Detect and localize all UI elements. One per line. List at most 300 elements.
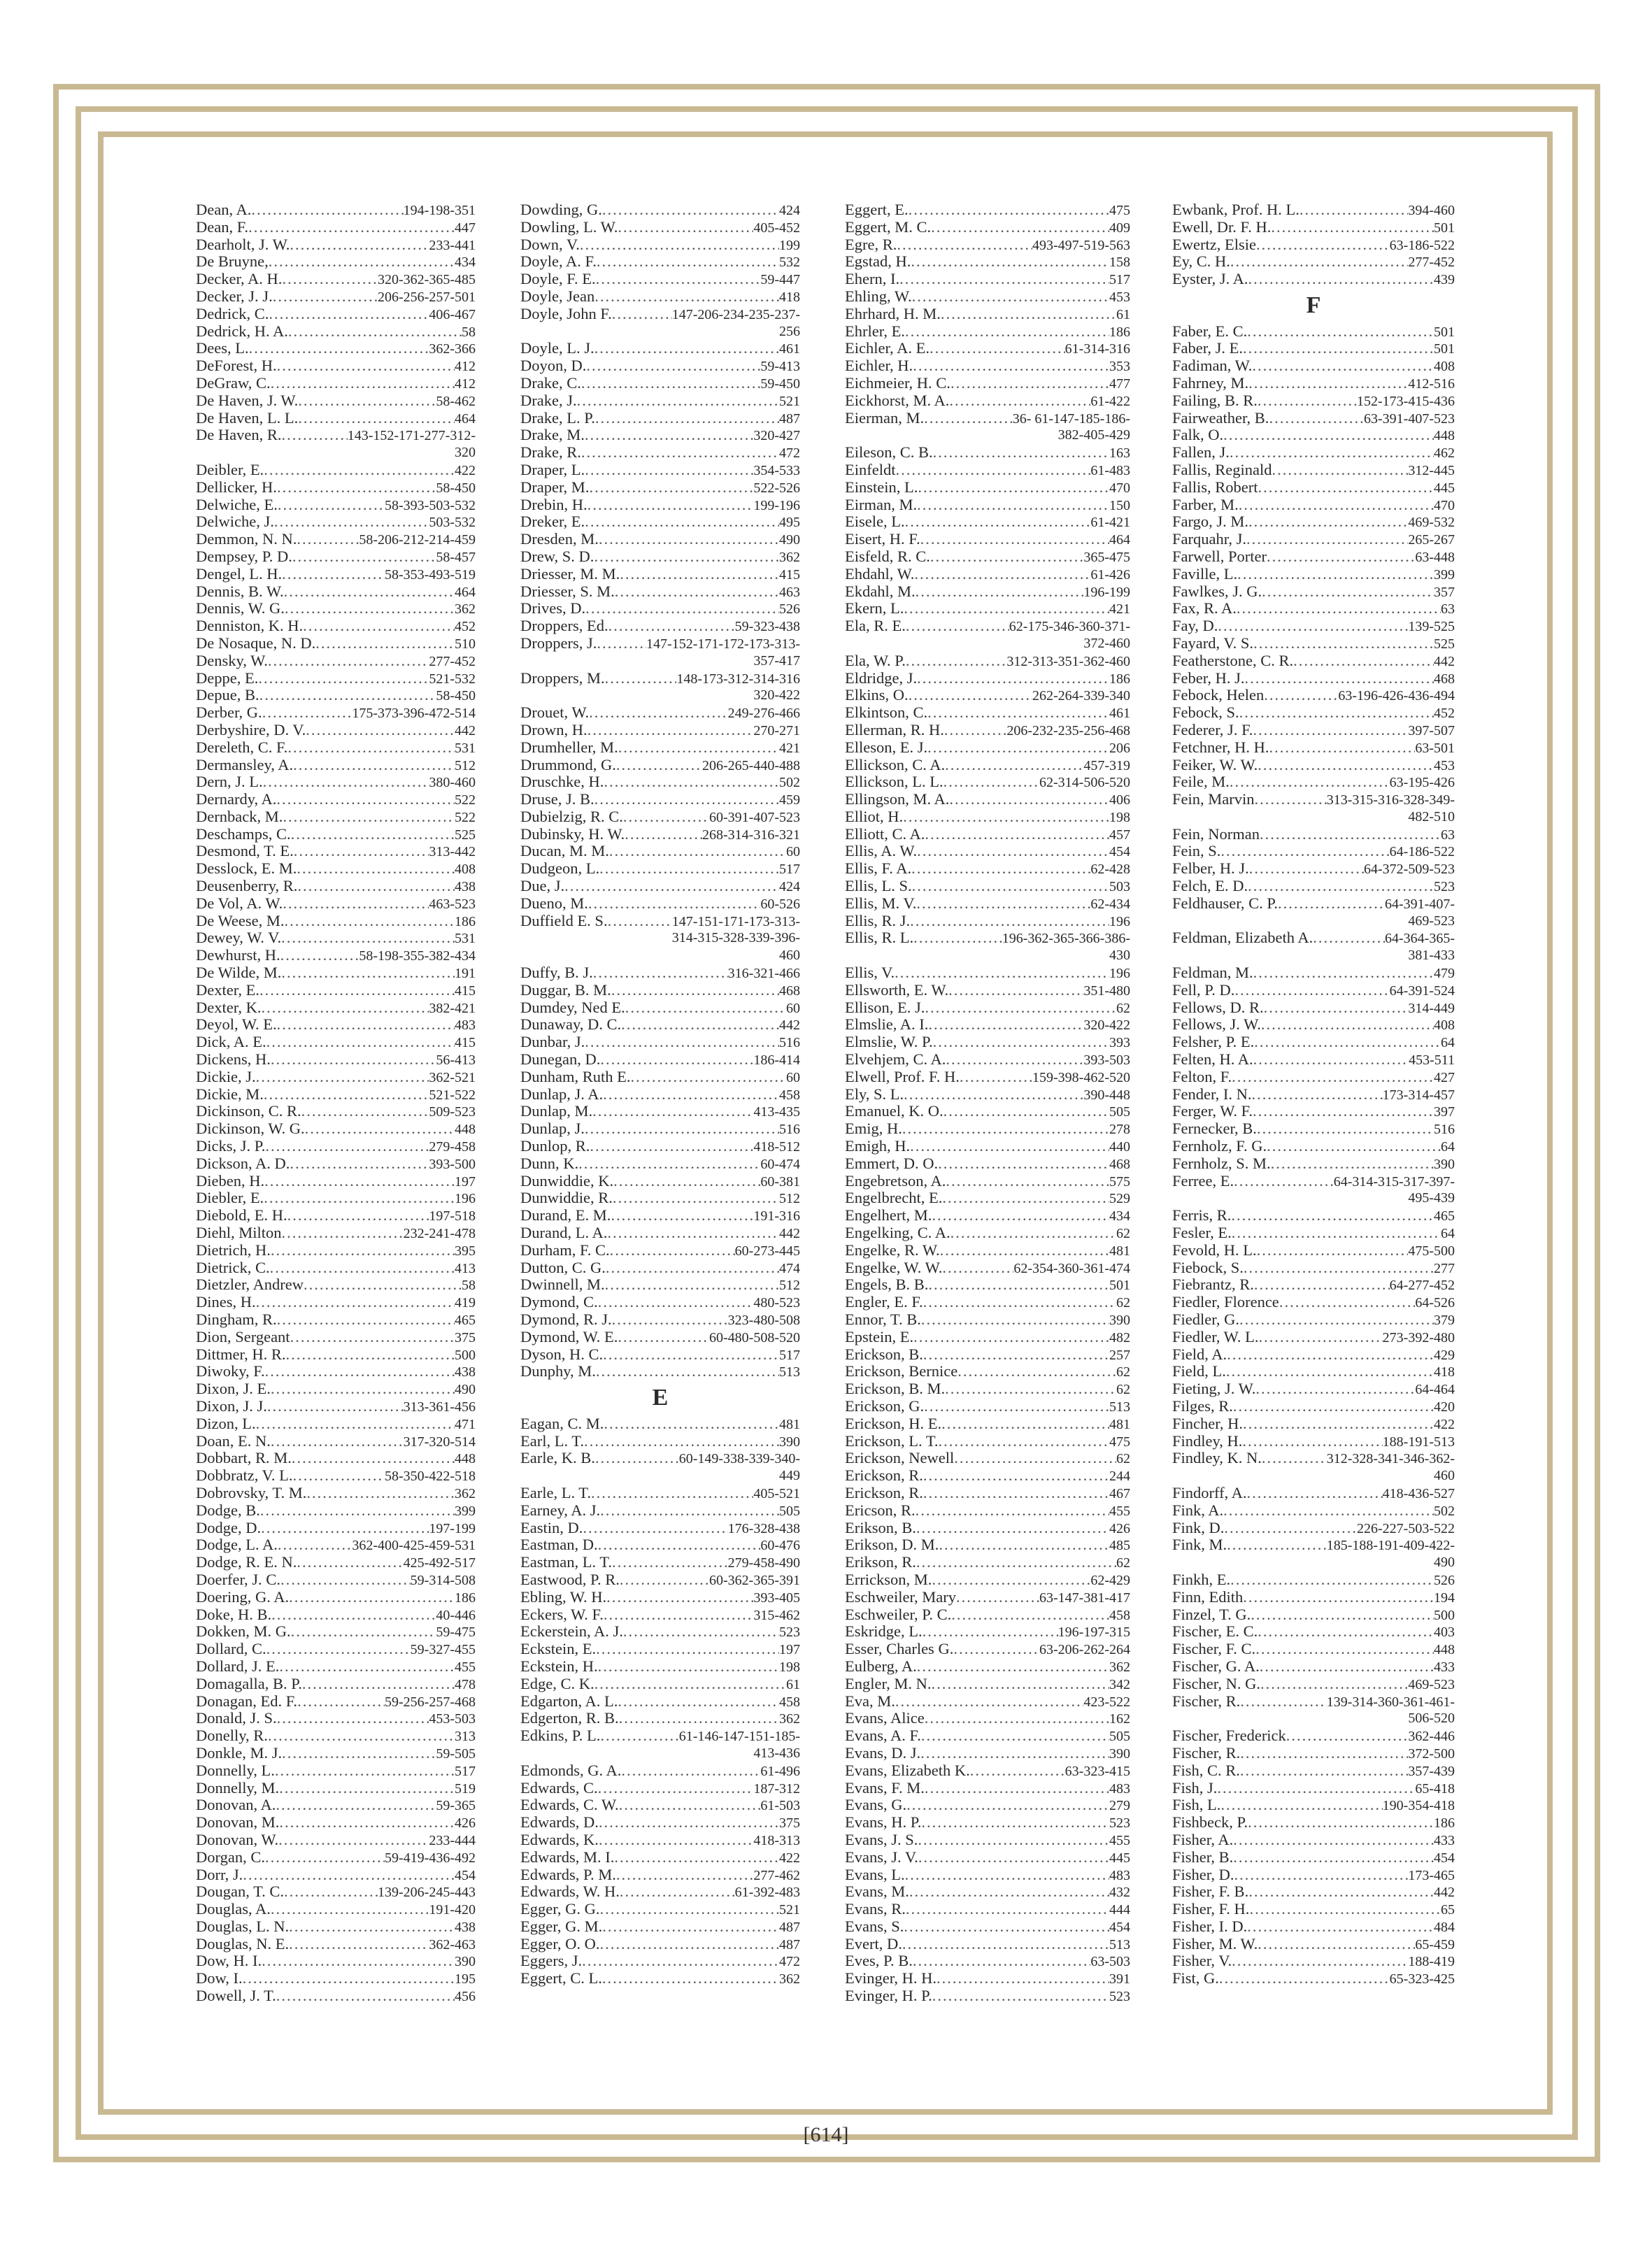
entry-pages: 422 bbox=[779, 1850, 800, 1866]
entry-name: Dodge, D. bbox=[196, 1518, 262, 1536]
entry-name: Fiebrantz, R. bbox=[1172, 1276, 1254, 1294]
entry-pages: 351-480 bbox=[1083, 983, 1130, 999]
entry-name: Ewbank, Prof. H. L. bbox=[1172, 201, 1299, 218]
entry-name: Dobrovsky, T. M. bbox=[196, 1483, 307, 1501]
entry-name: Ewell, Dr. F. H. bbox=[1172, 217, 1272, 236]
entry-name: Dollard, J. E. bbox=[196, 1657, 280, 1675]
leader-dots bbox=[290, 236, 429, 254]
leader-dots bbox=[614, 1849, 779, 1866]
leader-dots bbox=[265, 1363, 455, 1380]
leader-dots bbox=[946, 1051, 1083, 1069]
entry-name: Eva, M. bbox=[845, 1692, 895, 1710]
leader-dots bbox=[1224, 1520, 1357, 1537]
entry-pages: 186 bbox=[1109, 671, 1130, 687]
index-entry bbox=[1172, 1433, 1455, 1450]
index-entry bbox=[845, 1034, 1130, 1051]
entry-name: Donovan, A. bbox=[196, 1796, 276, 1814]
index-entry bbox=[845, 1571, 1130, 1589]
leader-dots bbox=[941, 306, 1116, 323]
leader-dots bbox=[596, 1363, 779, 1380]
entry-name: Ellis, L. S. bbox=[845, 877, 912, 895]
entry-name: Dunlap, M. bbox=[520, 1102, 593, 1120]
index-entry bbox=[196, 1936, 476, 1953]
entry-name: Earl, L. T. bbox=[520, 1432, 585, 1450]
entry-name: Drown, H. bbox=[520, 720, 588, 738]
index-entry bbox=[1172, 1901, 1455, 1918]
leader-dots bbox=[315, 635, 455, 652]
entry-pages: 62 bbox=[1116, 1382, 1130, 1398]
entry-name: Doyle, Jean bbox=[520, 287, 595, 305]
entry-pages: 312-328-341-346-362- bbox=[1326, 1451, 1455, 1467]
entry-pages: 438 bbox=[455, 879, 476, 895]
leader-dots bbox=[621, 1016, 779, 1034]
entry-name: Feldman, Elizabeth A. bbox=[1172, 929, 1313, 947]
entry-name: Deschamps, C. bbox=[196, 824, 291, 843]
entry-pages: 500 bbox=[1434, 1607, 1455, 1623]
entry-pages: 61-503 bbox=[760, 1798, 800, 1814]
index-column-1 bbox=[196, 201, 476, 2005]
entry-pages: 60 bbox=[786, 844, 800, 860]
entry-pages: 502 bbox=[779, 775, 800, 791]
entry-name: Fisher, D. bbox=[1172, 1865, 1234, 1883]
entry-pages: 150 bbox=[1109, 497, 1130, 513]
entry-pages: 277 bbox=[1434, 1260, 1455, 1276]
entry-pages: 176-328-438 bbox=[727, 1520, 800, 1536]
leader-dots bbox=[585, 600, 779, 617]
entry-pages: 412-516 bbox=[1408, 376, 1455, 392]
entry-pages: 529 bbox=[1109, 1191, 1130, 1207]
entry-name: Dixon, J. E. bbox=[196, 1380, 271, 1398]
leader-dots bbox=[280, 1571, 411, 1589]
leader-dots bbox=[277, 1311, 455, 1329]
index-entry bbox=[845, 1762, 1130, 1780]
index-entry bbox=[520, 913, 800, 930]
leader-dots bbox=[298, 410, 455, 427]
entry-pages: 418-436-527 bbox=[1382, 1485, 1455, 1501]
index-entry-continuation bbox=[1172, 1710, 1455, 1727]
entry-name: Edwards, M. I. bbox=[520, 1848, 615, 1866]
entry-pages: 418 bbox=[1434, 1364, 1455, 1380]
index-entry bbox=[1172, 1450, 1455, 1467]
entry-name: Eyster, J. A. bbox=[1172, 270, 1248, 288]
entry-pages: 487 bbox=[779, 1919, 800, 1935]
leader-dots bbox=[283, 808, 455, 826]
leader-dots bbox=[623, 808, 709, 826]
leader-dots bbox=[264, 1190, 455, 1207]
index-entry bbox=[1172, 548, 1455, 566]
leader-dots bbox=[616, 757, 702, 774]
entry-name: Fallis, Robert bbox=[1172, 478, 1258, 496]
entry-pages: 500 bbox=[455, 1347, 476, 1363]
index-entry bbox=[196, 1225, 476, 1242]
index-entry-continuation bbox=[845, 947, 1130, 964]
entry-pages: 256 bbox=[779, 323, 800, 339]
entry-pages: 357-417 bbox=[753, 652, 800, 669]
entry-name: Drumheller, M. bbox=[520, 738, 618, 756]
leader-dots bbox=[305, 1120, 455, 1138]
index-entry bbox=[845, 1814, 1130, 1832]
leader-dots bbox=[607, 1225, 779, 1242]
entry-name: Fisher, M. W. bbox=[1172, 1934, 1258, 1952]
index-entry bbox=[520, 1901, 800, 1918]
entry-name: Evans, F. M. bbox=[845, 1778, 925, 1797]
entry-name: Delwiche, E. bbox=[196, 495, 278, 513]
index-entry bbox=[1172, 1520, 1455, 1537]
leader-dots bbox=[903, 808, 1109, 826]
leader-dots bbox=[1313, 929, 1385, 947]
entry-pages: 375 bbox=[779, 1815, 800, 1832]
entry-pages: 418-313 bbox=[753, 1832, 800, 1848]
entry-name: Dresden, M. bbox=[520, 530, 599, 548]
entry-name: Fiebock, S. bbox=[1172, 1258, 1244, 1276]
leader-dots bbox=[1248, 513, 1408, 531]
leader-dots bbox=[895, 1693, 1083, 1711]
leader-dots bbox=[282, 566, 385, 583]
entry-pages: 483 bbox=[1109, 1867, 1130, 1883]
entry-pages: 58-206-212-214-459 bbox=[359, 532, 476, 548]
entry-pages: 426 bbox=[1109, 1520, 1130, 1536]
leader-dots bbox=[939, 1536, 1109, 1554]
index-entry bbox=[1172, 1623, 1455, 1641]
index-entry bbox=[1172, 600, 1455, 617]
index-entry bbox=[520, 895, 800, 913]
entry-name: Eisert, H. F. bbox=[845, 530, 920, 548]
entry-pages: 188-419 bbox=[1408, 1954, 1455, 1970]
entry-pages: 186 bbox=[1109, 324, 1130, 340]
entry-pages: 317-320-514 bbox=[403, 1434, 476, 1450]
leader-dots bbox=[289, 1936, 429, 1953]
entry-pages: 434 bbox=[455, 255, 476, 271]
entry-pages: 442 bbox=[455, 722, 476, 738]
leader-dots bbox=[297, 1554, 403, 1571]
index-entry bbox=[1172, 1676, 1455, 1693]
entry-name: Field, L. bbox=[1172, 1362, 1226, 1380]
leader-dots bbox=[581, 444, 779, 462]
entry-pages: 423-522 bbox=[1083, 1694, 1130, 1710]
entry-name: Farber, M. bbox=[1172, 495, 1239, 513]
index-entry bbox=[196, 357, 476, 375]
leader-dots bbox=[1286, 1727, 1409, 1745]
entry-name: Dengel, L. H. bbox=[196, 564, 283, 583]
entry-name: Engelbrecht, E. bbox=[845, 1189, 943, 1207]
entry-pages: 452 bbox=[1434, 706, 1455, 722]
entry-name: Fell, P. D. bbox=[1172, 980, 1235, 999]
entry-pages: 482 bbox=[1109, 1329, 1130, 1345]
index-entry bbox=[520, 1225, 800, 1242]
index-entry bbox=[520, 757, 800, 774]
index-entry-continuation bbox=[520, 1467, 800, 1485]
index-entry bbox=[845, 497, 1130, 514]
entry-name: Ellickson, L. L. bbox=[845, 773, 944, 791]
entry-name: Erickson, R. bbox=[845, 1466, 923, 1485]
index-entry bbox=[196, 1190, 476, 1207]
index-entry bbox=[520, 1120, 800, 1138]
entry-pages: 375 bbox=[455, 1329, 476, 1345]
entry-name: Eschweiler, Mary bbox=[845, 1587, 957, 1606]
entry-name: Failing, B. R. bbox=[1172, 391, 1258, 409]
entry-name: Edwards, C. bbox=[520, 1778, 598, 1797]
entry-pages: 460 bbox=[779, 948, 800, 964]
leader-dots bbox=[950, 375, 1109, 392]
index-entry bbox=[520, 201, 800, 219]
index-entry bbox=[520, 1970, 800, 1987]
leader-dots bbox=[939, 1433, 1109, 1450]
entry-pages: 422 bbox=[455, 462, 476, 478]
entry-name: Doyle, A. F. bbox=[520, 252, 597, 271]
index-entry bbox=[1172, 375, 1455, 392]
entry-name: Erickson, B. bbox=[845, 1345, 923, 1363]
entry-pages: 526 bbox=[1434, 1572, 1455, 1588]
index-entry bbox=[845, 1780, 1130, 1797]
entry-name: Fahrney, M. bbox=[1172, 373, 1249, 392]
entry-name: Evans, H. P. bbox=[845, 1813, 922, 1832]
index-entry bbox=[520, 375, 800, 392]
leader-dots bbox=[618, 219, 753, 236]
entry-pages: 485 bbox=[1109, 1538, 1130, 1554]
entry-pages: 517 bbox=[779, 862, 800, 878]
entry-name: Egger, O. O. bbox=[520, 1934, 600, 1952]
entry-name: Fincher, H. bbox=[1172, 1414, 1243, 1432]
leader-dots bbox=[288, 323, 462, 341]
index-entry bbox=[845, 895, 1130, 913]
entry-pages: 62 bbox=[1116, 1451, 1130, 1467]
index-entry bbox=[845, 1242, 1130, 1259]
index-entry bbox=[845, 531, 1130, 548]
index-entry-continuation bbox=[520, 1745, 800, 1762]
entry-pages: 448 bbox=[1434, 428, 1455, 444]
leader-dots bbox=[1230, 253, 1408, 271]
entry-name: Duffield E. S. bbox=[520, 911, 608, 929]
entry-pages: 462 bbox=[1434, 445, 1455, 462]
index-entry bbox=[845, 1103, 1130, 1120]
leader-dots bbox=[1248, 375, 1408, 392]
entry-pages: 196-197-315 bbox=[1058, 1625, 1130, 1641]
index-entry bbox=[1172, 773, 1455, 791]
entry-name: DeForest, H. bbox=[196, 357, 277, 375]
leader-dots bbox=[266, 1641, 411, 1658]
leader-dots bbox=[271, 1433, 404, 1450]
index-entry bbox=[196, 1346, 476, 1364]
leader-dots bbox=[243, 1970, 455, 1987]
entry-name: Dernardy, A. bbox=[196, 790, 277, 808]
index-entry-continuation bbox=[1172, 1190, 1455, 1207]
leader-dots bbox=[942, 1190, 1109, 1207]
index-entry bbox=[520, 1450, 800, 1467]
leader-dots bbox=[619, 1710, 779, 1727]
index-entry bbox=[520, 253, 800, 271]
entry-name: Eichmeier, H. C. bbox=[845, 373, 950, 392]
leader-dots bbox=[1240, 1745, 1408, 1762]
index-entry bbox=[520, 548, 800, 566]
entry-pages: 482-510 bbox=[1408, 808, 1455, 824]
entry-pages: 273-392-480 bbox=[1382, 1329, 1455, 1345]
entry-name: Deibler, E. bbox=[196, 460, 264, 478]
index-entry bbox=[1172, 1086, 1455, 1104]
entry-pages: 522 bbox=[455, 809, 476, 825]
index-entry bbox=[1172, 635, 1455, 652]
index-entry bbox=[196, 999, 476, 1017]
leader-dots bbox=[593, 964, 728, 982]
leader-dots bbox=[1272, 462, 1409, 479]
leader-dots bbox=[297, 531, 359, 548]
entry-name: Dutton, C. G. bbox=[520, 1258, 606, 1276]
leader-dots bbox=[603, 1346, 779, 1364]
leader-dots bbox=[1258, 1329, 1382, 1346]
entry-pages: 481 bbox=[1109, 1416, 1130, 1432]
index-entry bbox=[1172, 513, 1455, 531]
entry-name: Feldman, M. bbox=[1172, 964, 1253, 982]
entry-name: Felton, F. bbox=[1172, 1067, 1232, 1085]
entry-name: Elwell, Prof. F. H. bbox=[845, 1067, 960, 1085]
index-entry bbox=[845, 1225, 1130, 1242]
entry-name: Eickhorst, M. A. bbox=[845, 391, 950, 409]
entry-name: Dietrick, C. bbox=[196, 1258, 270, 1276]
entry-pages: 458 bbox=[1109, 1607, 1130, 1623]
index-entry bbox=[520, 1276, 800, 1294]
leader-dots bbox=[291, 826, 455, 843]
entry-name: Dickie, J. bbox=[196, 1067, 256, 1085]
index-entry bbox=[1172, 1693, 1455, 1711]
index-entry bbox=[196, 1433, 476, 1450]
entry-name: Dodge, R. E. N. bbox=[196, 1553, 297, 1571]
entry-name: Dunphy, M. bbox=[520, 1362, 596, 1380]
entry-pages: 199-196 bbox=[753, 497, 800, 513]
leader-dots bbox=[599, 1832, 753, 1849]
entry-name: Dickinson, W. G. bbox=[196, 1120, 305, 1138]
leader-dots bbox=[917, 497, 1109, 514]
leader-dots bbox=[1231, 1207, 1434, 1225]
leader-dots bbox=[277, 1016, 455, 1034]
index-entry bbox=[845, 201, 1130, 219]
index-entry bbox=[845, 1849, 1130, 1866]
entry-name: Fisher, F. H. bbox=[1172, 1900, 1250, 1918]
entry-pages: 139-206-245-443 bbox=[378, 1885, 476, 1901]
entry-pages: 461 bbox=[779, 341, 800, 357]
leader-dots bbox=[1262, 1450, 1327, 1467]
entry-pages: 470 bbox=[1109, 480, 1130, 496]
entry-name: Fevold, H. L. bbox=[1172, 1241, 1257, 1259]
leader-dots bbox=[248, 219, 455, 236]
leader-dots bbox=[598, 1658, 779, 1676]
entry-name: Fisher, V. bbox=[1172, 1952, 1232, 1970]
entry-pages: 454 bbox=[455, 1867, 476, 1883]
entry-pages: 513 bbox=[1109, 1399, 1130, 1415]
entry-pages: 458 bbox=[779, 1694, 800, 1710]
entry-pages: 516 bbox=[1434, 1122, 1455, 1138]
index-entry bbox=[845, 1693, 1130, 1711]
entry-pages: 438 bbox=[455, 1919, 476, 1935]
entry-pages: 483 bbox=[1109, 1780, 1130, 1797]
entry-name: Findorff, A. bbox=[1172, 1483, 1247, 1501]
index-entry bbox=[845, 1467, 1130, 1485]
entry-name: Dickie, M. bbox=[196, 1085, 264, 1103]
entry-name: Driesser, M. M. bbox=[520, 564, 620, 583]
leader-dots bbox=[243, 1866, 455, 1884]
entry-pages: 206-232-235-256-468 bbox=[1006, 722, 1130, 738]
entry-name: Drake, J. bbox=[520, 391, 577, 409]
entry-pages: 315-462 bbox=[753, 1607, 800, 1623]
index-entry bbox=[1172, 444, 1455, 462]
leader-dots bbox=[1227, 1346, 1434, 1364]
leader-dots bbox=[1251, 1086, 1382, 1104]
entry-pages: 457-319 bbox=[1083, 757, 1130, 773]
entry-pages: 63-186-522 bbox=[1389, 237, 1455, 253]
entry-pages: 442 bbox=[779, 1018, 800, 1034]
index-entry bbox=[845, 1866, 1130, 1884]
entry-name: Eschweiler, P. C. bbox=[845, 1605, 952, 1623]
entry-pages: 505 bbox=[779, 1503, 800, 1519]
entry-name: Fischer, E. C. bbox=[1172, 1622, 1258, 1641]
entry-pages: 158 bbox=[1109, 255, 1130, 271]
leader-dots bbox=[918, 1849, 1109, 1866]
leader-dots bbox=[631, 1069, 787, 1086]
leader-dots bbox=[1232, 1225, 1441, 1242]
index-entry bbox=[845, 1536, 1130, 1554]
index-entry bbox=[1172, 1415, 1455, 1433]
entry-name: Deppe, E. bbox=[196, 669, 259, 687]
index-entry bbox=[196, 271, 476, 288]
index-entry bbox=[196, 497, 476, 514]
index-entry bbox=[196, 1693, 476, 1711]
entry-pages: 458 bbox=[779, 1087, 800, 1103]
entry-pages: 420 bbox=[1434, 1399, 1455, 1415]
entry-name: Fisher, A. bbox=[1172, 1830, 1234, 1848]
entry-name: Donelly, R. bbox=[196, 1727, 268, 1745]
leader-dots bbox=[1258, 479, 1434, 497]
entry-pages: 257 bbox=[1109, 1347, 1130, 1363]
leader-dots bbox=[957, 1363, 1116, 1380]
index-entry bbox=[845, 1363, 1130, 1380]
entry-name: Dorgan, C. bbox=[196, 1848, 265, 1866]
entry-name: Engler, E. F. bbox=[845, 1293, 923, 1311]
index-entry bbox=[1172, 1276, 1455, 1294]
entry-pages: 62 bbox=[1116, 1000, 1130, 1016]
index-entry bbox=[845, 739, 1130, 757]
entry-pages: 424 bbox=[779, 879, 800, 895]
index-entry bbox=[196, 1398, 476, 1415]
entry-name: Finzel, T. G. bbox=[1172, 1605, 1251, 1623]
leader-dots bbox=[1253, 635, 1434, 652]
entry-name: Featherstone, C. R. bbox=[1172, 651, 1294, 669]
index-entry bbox=[845, 288, 1130, 306]
entry-pages: 197 bbox=[455, 1173, 476, 1190]
index-entry bbox=[196, 1641, 476, 1658]
entry-pages: 487 bbox=[779, 1936, 800, 1952]
entry-name: Doyle, L. J. bbox=[520, 339, 594, 357]
entry-pages: 194 bbox=[1434, 1590, 1455, 1606]
entry-name: Diebler, E. bbox=[196, 1189, 264, 1207]
entry-pages: 448 bbox=[1434, 1642, 1455, 1658]
index-entry bbox=[845, 1710, 1130, 1727]
entry-name: Dougan, T. C. bbox=[196, 1883, 285, 1901]
index-entry bbox=[845, 878, 1130, 895]
entry-pages: 62 bbox=[1116, 1364, 1130, 1380]
leader-dots bbox=[945, 757, 1083, 774]
entry-name: Fay, D. bbox=[1172, 617, 1218, 635]
entry-name: Depue, B. bbox=[196, 686, 259, 704]
entry-name: Fishbeck, P. bbox=[1172, 1813, 1248, 1832]
leader-dots bbox=[917, 843, 1109, 860]
entry-pages: 196 bbox=[1109, 913, 1130, 929]
entry-name: Ewertz, Elsie bbox=[1172, 235, 1256, 253]
index-entry bbox=[520, 1832, 800, 1849]
leader-dots bbox=[590, 1138, 753, 1155]
entry-pages: 424 bbox=[779, 203, 800, 218]
leader-dots bbox=[1237, 566, 1434, 583]
entry-name: Felsher, P. E. bbox=[1172, 1033, 1255, 1051]
leader-dots bbox=[280, 947, 359, 964]
entry-name: Eierman, M. bbox=[845, 408, 925, 427]
